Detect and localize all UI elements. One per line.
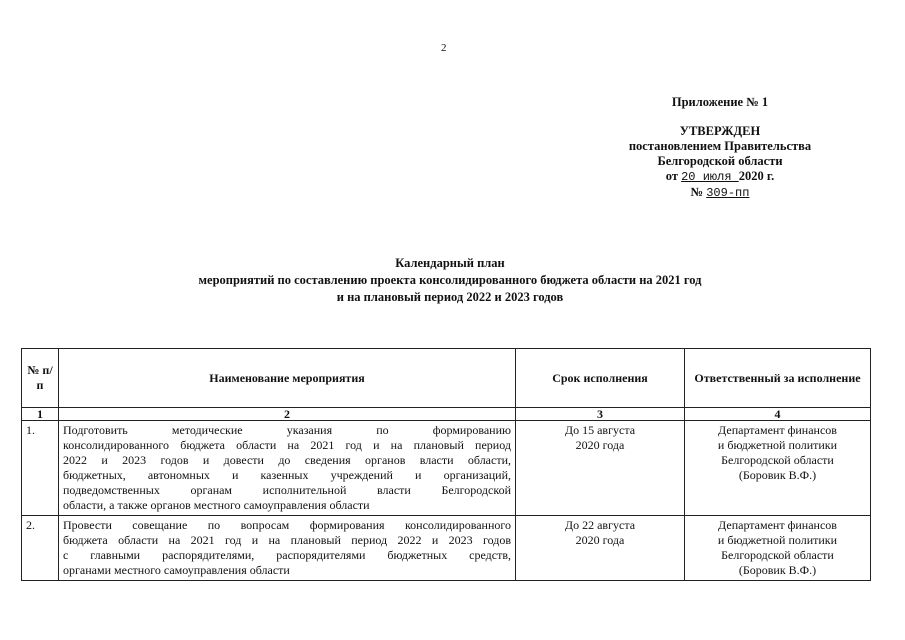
column-index: 3 xyxy=(516,408,685,421)
responsible-line: (Боровик В.Ф.) xyxy=(738,468,817,482)
activity-text-line: с главными распорядителями, распорядителями бюджетных средств, xyxy=(63,548,511,562)
row-number: 1. xyxy=(22,421,59,516)
row-number: 2. xyxy=(22,516,59,581)
responsible xyxy=(685,516,871,581)
date-prefix: от xyxy=(665,169,678,183)
deadline xyxy=(516,516,685,581)
title-line-3: и на плановый период 2022 и 2023 годов xyxy=(336,290,564,304)
header-number: № п/п xyxy=(22,349,59,408)
activity-text-line: области, а также органов местного самоуправления области xyxy=(63,498,370,512)
title-line-1: Календарный план xyxy=(395,256,505,270)
deadline-line: 2020 года xyxy=(575,533,625,547)
activity-text-line: бюджета области на 2021 год и на плановый период 2022 и 2023 годов xyxy=(63,533,511,547)
date-suffix: 2020 г. xyxy=(738,169,775,183)
date-value: 20 июля xyxy=(681,170,739,184)
approval-line-1: постановлением Правительства xyxy=(628,139,812,153)
responsible xyxy=(685,421,871,516)
activity-text-line: 2022 и 2023 годов и довести до сведения органов власти области, xyxy=(63,453,511,467)
header-term: Срок исполнения xyxy=(516,349,685,408)
activity-text-line: подведомственных органам исполнительной власти Белгородской xyxy=(63,483,511,497)
approval-number xyxy=(600,185,840,201)
approved-label: УТВЕРЖДЕН xyxy=(679,124,761,138)
header-responsible: Ответственный за исполнение xyxy=(685,349,871,408)
approval-line-2: Белгородской области xyxy=(657,154,783,168)
appendix-label: Приложение № 1 xyxy=(671,95,769,109)
deadline-line: 2020 года xyxy=(575,438,625,452)
responsible-line: Департамент финансов xyxy=(718,423,837,437)
column-index: 4 xyxy=(685,408,871,421)
header-name: Наименование мероприятия xyxy=(59,349,516,408)
page-number: 2 xyxy=(441,42,447,54)
activity-name xyxy=(59,516,516,581)
approval-date xyxy=(600,169,840,185)
responsible-line: Белгородской области xyxy=(721,453,834,467)
activity-text-line: бюджетных, автономных и казенных учреждений и организаций, xyxy=(63,468,511,482)
column-index: 2 xyxy=(59,408,516,421)
approval-block xyxy=(600,95,840,201)
activity-text-line: Провести совещание по вопросам формирования консолидированного xyxy=(63,518,511,532)
number-prefix: № xyxy=(690,185,704,199)
responsible-line: и бюджетной политики xyxy=(717,533,838,547)
responsible-line: (Боровик В.Ф.) xyxy=(738,563,817,577)
activity-name xyxy=(59,421,516,516)
responsible-line: Департамент финансов xyxy=(718,518,837,532)
title-line-2: мероприятий по составлению проекта консолидированного бюджета области на 2021 год xyxy=(198,273,702,287)
activity-text-line: консолидированного бюджета области на 2021 год и на плановый период xyxy=(63,438,511,452)
responsible-line: Белгородской области xyxy=(721,548,834,562)
activity-text-line: органами местного самоуправления области xyxy=(63,563,290,577)
table-header-row xyxy=(22,349,871,408)
responsible-line: и бюджетной политики xyxy=(717,438,838,452)
deadline-line: До 22 августа xyxy=(564,518,636,532)
column-index-row xyxy=(22,408,871,421)
deadline xyxy=(516,421,685,516)
table-row xyxy=(22,516,871,581)
table-row xyxy=(22,421,871,516)
plan-table xyxy=(21,348,871,581)
column-index: 1 xyxy=(22,408,59,421)
deadline-line: До 15 августа xyxy=(564,423,636,437)
activity-text-line: Подготовить методические указания по формированию xyxy=(63,423,511,437)
number-value: 309-пп xyxy=(706,186,750,200)
document-title xyxy=(80,255,820,306)
